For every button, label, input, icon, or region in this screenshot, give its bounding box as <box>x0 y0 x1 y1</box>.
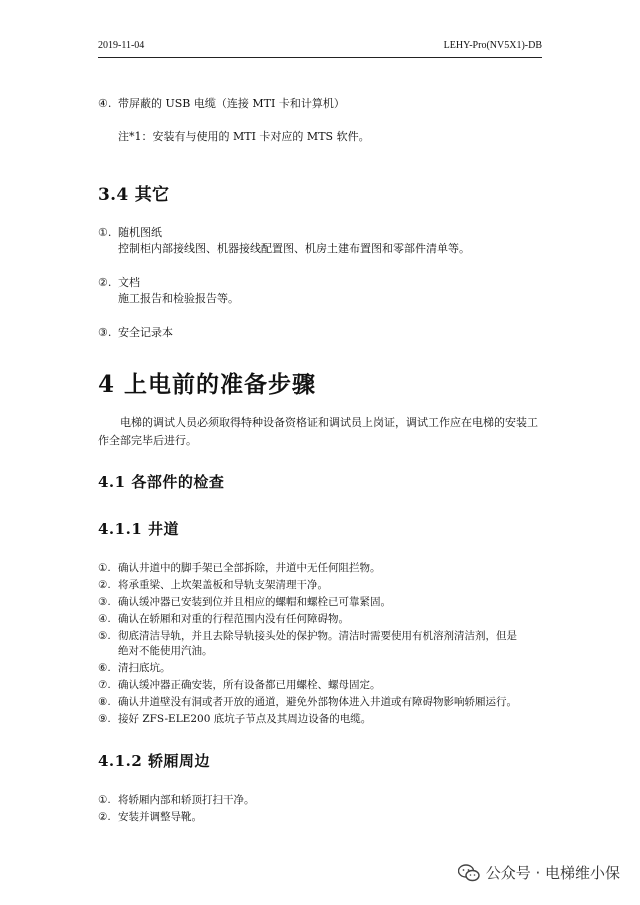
list-item <box>98 793 255 807</box>
list-item <box>98 810 202 824</box>
list-item <box>98 226 162 240</box>
list-text: 将轿厢内部和轿顶打扫干净。 <box>118 794 255 806</box>
list-item <box>98 678 381 692</box>
list-item <box>98 661 171 675</box>
list-item-detail: 控制柜内部接线图、机器接线配置图、机房土建布置图和零部件清单等。 <box>118 242 470 255</box>
list-item <box>98 695 517 709</box>
list-text: 安全记录本 <box>118 326 173 339</box>
wechat-icon <box>458 864 480 882</box>
list-item <box>98 612 349 626</box>
section-4-1-1-title: 4.1.1 井道 <box>98 520 179 538</box>
list-text: 安装并调整导靴。 <box>118 811 202 823</box>
list-item <box>98 578 328 592</box>
chapter-4-intro: 电梯的调试人员必须取得特种设备资格证和调试员上岗证，调试工作应在电梯的安装工作全部完毕后进行。 <box>98 416 538 447</box>
list-number: ①. <box>98 226 112 239</box>
list-item-detail: 施工报告和检验报告等。 <box>118 292 239 305</box>
list-number: ④. <box>98 613 111 625</box>
watermark <box>458 862 620 883</box>
header-doc-id: LEHY-Pro(NV5X1)-DB <box>443 40 542 51</box>
section-3-4-title: 3.4 其它 <box>98 185 170 205</box>
list-text: 彻底清洁导轨，并且去除导轨接头处的保护物。清洁时需要使用有机溶剂清洁剂，但是 <box>118 630 517 642</box>
list-number: ⑧. <box>98 696 111 708</box>
list-item <box>98 595 391 609</box>
list-text: 确认在轿厢和对重的行程范围内没有任何障碍物。 <box>118 613 349 625</box>
list-number: ⑦. <box>98 679 111 691</box>
list-number: ②. <box>98 276 112 289</box>
list-text: 确认井道中的脚手架已全部拆除，井道中无任何阻拦物。 <box>118 562 381 574</box>
list-text: 确认缓冲器已安装到位并且相应的螺帽和螺栓已可靠紧固。 <box>118 596 391 608</box>
section-4-1-2-title: 4.1.2 轿厢周边 <box>98 752 210 770</box>
list-number: ⑤. <box>98 630 111 642</box>
list-text: 确认井道壁没有洞或者开放的通道，避免外部物体进入井道或有障碍物影响轿厢运行。 <box>118 696 517 708</box>
list-number: ①. <box>98 562 111 574</box>
list-number: ④. <box>98 97 112 110</box>
list-text: 绝对不能使用汽油。 <box>118 645 213 657</box>
list-text: 随机图纸 <box>118 226 162 239</box>
list-text: 接好 ZFS-ELE200 底坑子节点及其周边设备的电缆。 <box>118 713 372 725</box>
list-number: ①. <box>98 794 111 806</box>
list-number: ⑨. <box>98 713 111 725</box>
header-rule <box>98 57 542 58</box>
watermark-text: 公众号 · 电梯维小保 <box>485 864 620 882</box>
list-text: 确认缓冲器正确安装，所有设备都已用螺栓、螺母固定。 <box>118 679 381 691</box>
page-header <box>98 40 542 56</box>
list-item <box>98 326 173 340</box>
list-item-usb-cable <box>98 97 345 111</box>
list-item <box>98 712 371 726</box>
list-number: ③. <box>98 326 112 339</box>
list-text: 将承重梁、上坎架盖板和导轨支架清理干净。 <box>118 579 328 591</box>
list-number: ②. <box>98 579 111 591</box>
list-item-continuation <box>98 644 213 658</box>
list-item <box>98 276 140 290</box>
list-text: 带屏蔽的 USB 电缆（连接 MTI 卡和计算机） <box>118 97 345 110</box>
section-4-1-title: 4.1 各部件的检查 <box>98 473 225 491</box>
list-text: 清扫底坑。 <box>118 662 171 674</box>
list-item <box>98 629 517 643</box>
list-number: ⑥. <box>98 662 111 674</box>
note-text: 注*1：安装有与使用的 MTI 卡对应的 MTS 软件。 <box>118 130 370 143</box>
chapter-4-title: 4 上电前的准备步骤 <box>98 371 317 398</box>
header-date: 2019-11-04 <box>98 40 145 51</box>
list-text: 文档 <box>118 276 140 289</box>
list-number: ②. <box>98 811 111 823</box>
list-number: ③. <box>98 596 111 608</box>
list-item <box>98 561 381 575</box>
